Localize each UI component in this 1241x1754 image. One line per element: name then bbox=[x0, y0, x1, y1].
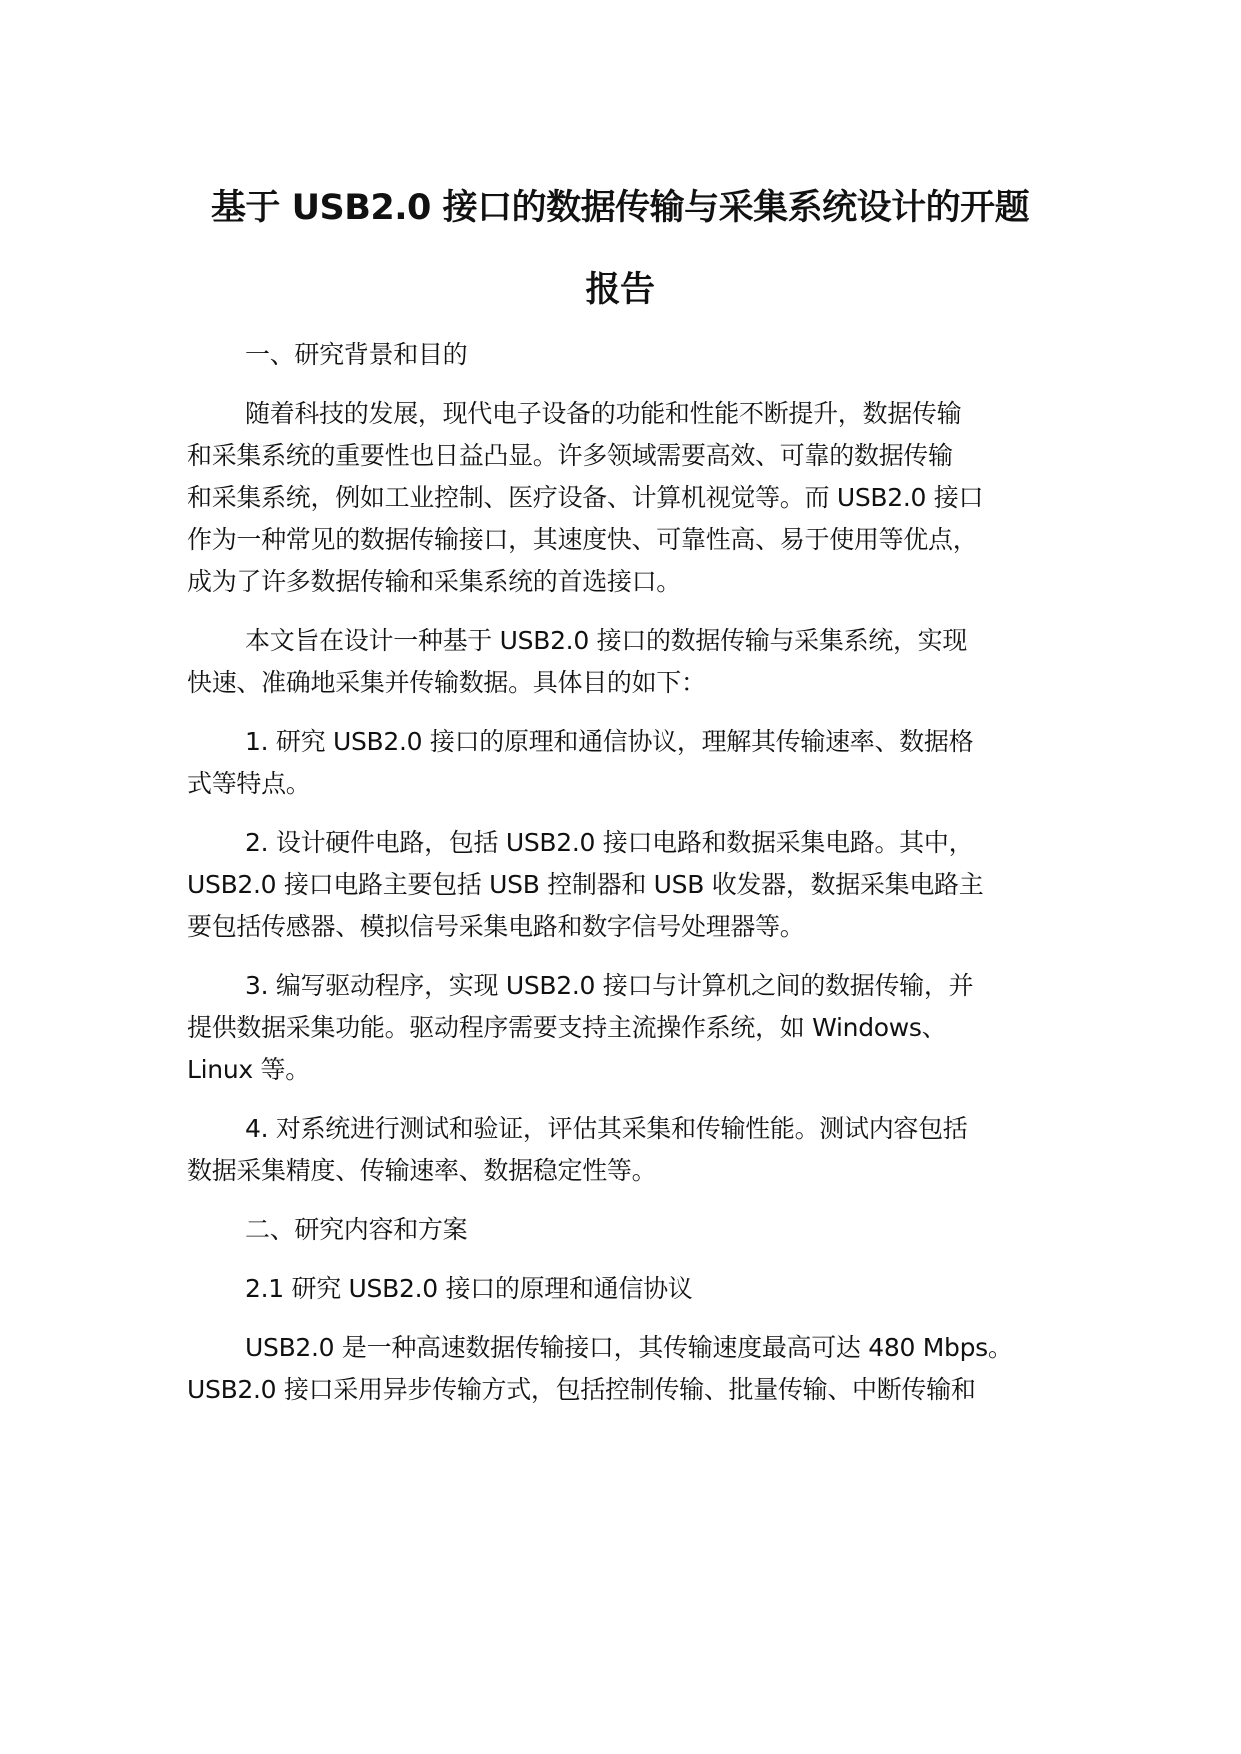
section-heading-1: 一、研究背景和目的 bbox=[245, 340, 468, 369]
paragraph-2-line-1: 本文旨在设计一种基于 USB2.0 接口的数据传输与采集系统，实现 bbox=[245, 626, 968, 655]
section-heading-2: 二、研究内容和方案 bbox=[245, 1215, 468, 1244]
list-item-3-line-1: 3. 编写驱动程序，实现 USB2.0 接口与计算机之间的数据传输，并 bbox=[245, 971, 974, 1000]
document-title-line-2: 报告 bbox=[585, 270, 655, 310]
paragraph-3-line-1: USB2.0 是一种高速数据传输接口，其传输速度最高可达 480 Mbps。 bbox=[245, 1333, 1013, 1362]
list-item-2-line-1: 2. 设计硬件电路，包括 USB2.0 接口电路和数据采集电路。其中， bbox=[245, 828, 974, 857]
list-item-2-line-3: 要包括传感器、模拟信号采集电路和数字信号处理器等。 bbox=[187, 912, 805, 941]
subsection-heading-2-1: 2.1 研究 USB2.0 接口的原理和通信协议 bbox=[245, 1274, 693, 1303]
list-item-2-line-2: USB2.0 接口电路主要包括 USB 控制器和 USB 收发器，数据采集电路主 bbox=[187, 870, 984, 899]
list-item-4-line-1: 4. 对系统进行测试和验证，评估其采集和传输性能。测试内容包括 bbox=[245, 1114, 968, 1143]
paragraph-1-line-4: 作为一种常见的数据传输接口，其速度快、可靠性高、易于使用等优点， bbox=[187, 525, 978, 554]
paragraph-1-line-3: 和采集系统，例如工业控制、医疗设备、计算机视觉等。而 USB2.0 接口 bbox=[187, 483, 984, 512]
paragraph-1-line-5: 成为了许多数据传输和采集系统的首选接口。 bbox=[187, 567, 682, 596]
document-title-line-1: 基于 USB2.0 接口的数据传输与采集系统设计的开题 bbox=[210, 188, 1030, 228]
paragraph-2-line-2: 快速、准确地采集并传输数据。具体目的如下： bbox=[187, 668, 706, 697]
paragraph-1-line-1: 随着科技的发展，现代电子设备的功能和性能不断提升，数据传输 bbox=[245, 399, 962, 428]
list-item-3-line-3: Linux 等。 bbox=[187, 1055, 310, 1084]
list-item-3-line-2: 提供数据采集功能。驱动程序需要支持主流操作系统，如 Windows、 bbox=[187, 1013, 947, 1042]
paragraph-3-line-2: USB2.0 接口采用异步传输方式，包括控制传输、批量传输、中断传输和 bbox=[187, 1375, 976, 1404]
list-item-1-line-1: 1. 研究 USB2.0 接口的原理和通信协议，理解其传输速率、数据格 bbox=[245, 727, 974, 756]
paragraph-1-line-2: 和采集系统的重要性也日益凸显。许多领域需要高效、可靠的数据传输 bbox=[187, 441, 953, 470]
list-item-1-line-2: 式等特点。 bbox=[187, 769, 311, 798]
list-item-4-line-2: 数据采集精度、传输速率、数据稳定性等。 bbox=[187, 1156, 657, 1185]
